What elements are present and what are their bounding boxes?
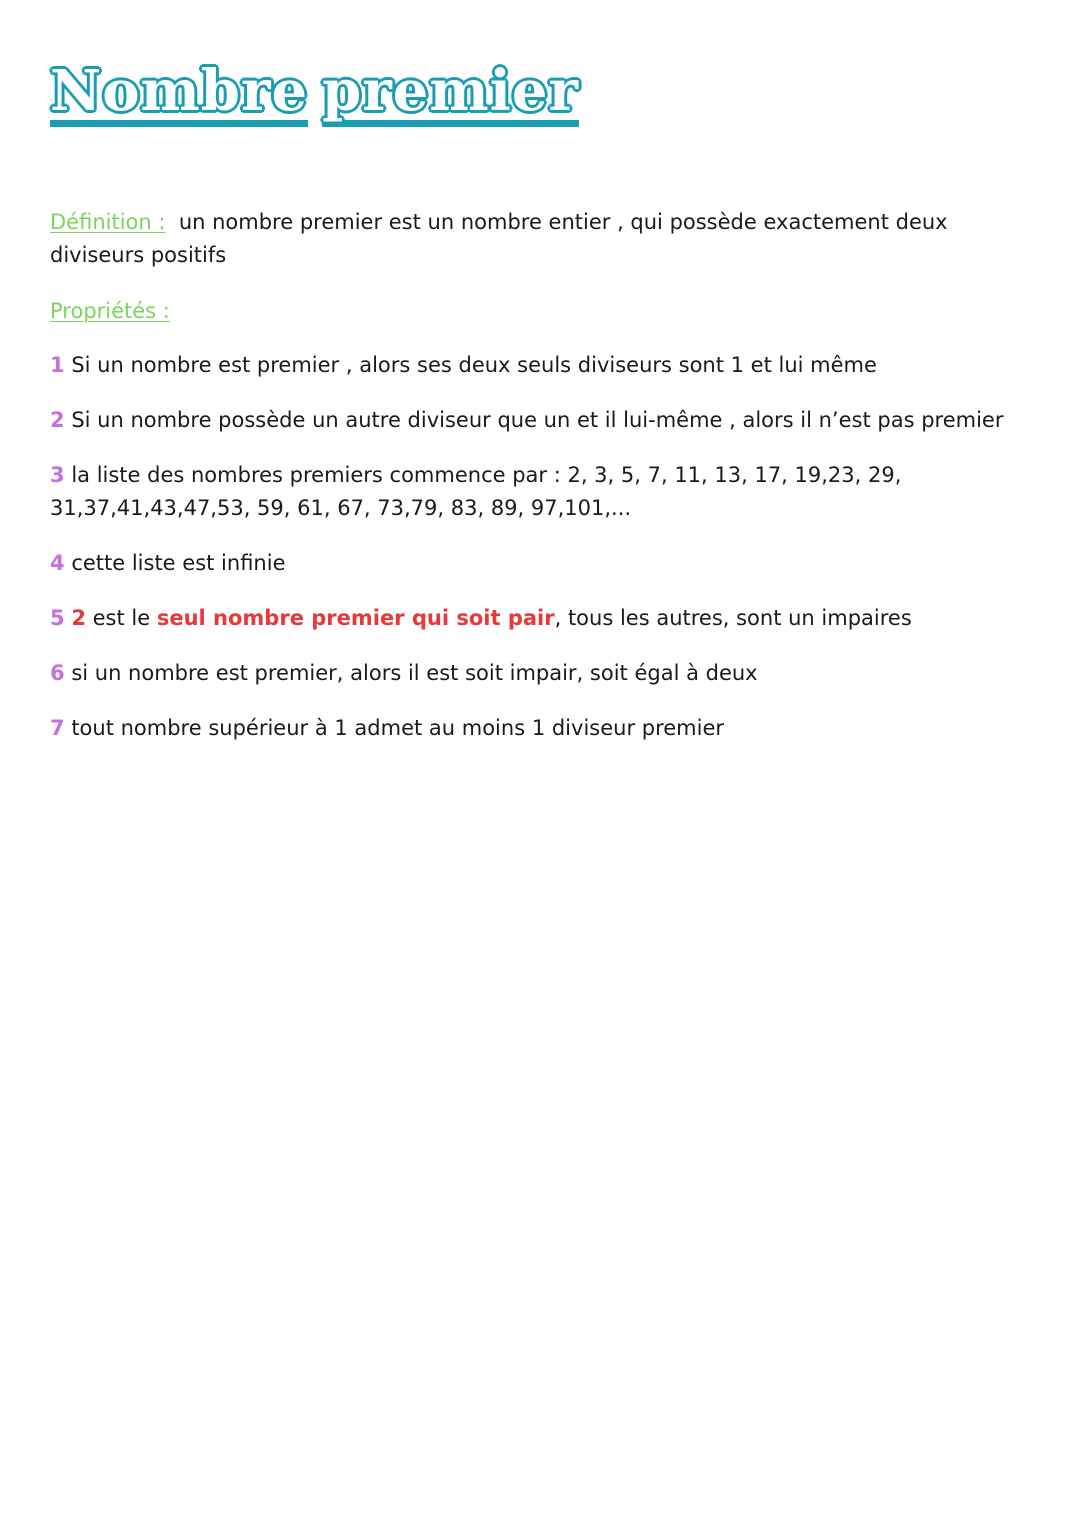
properties-heading bbox=[50, 295, 1040, 328]
property-number: 2 bbox=[50, 408, 65, 432]
property-text: Si un nombre est premier , alors ses deux seuls diviseurs sont 1 et lui même bbox=[71, 353, 877, 377]
property-item-6 bbox=[50, 657, 1040, 690]
title-word-2: premier bbox=[322, 62, 579, 127]
property-number: 7 bbox=[50, 716, 65, 740]
property-highlight: seul nombre premier qui soit pair bbox=[156, 606, 555, 630]
property-item-7 bbox=[50, 712, 1040, 745]
property-item-3 bbox=[50, 459, 1040, 525]
property-number: 1 bbox=[50, 353, 65, 377]
property-number: 3 bbox=[50, 463, 65, 487]
page-title bbox=[50, 56, 579, 127]
property-text-suffix: , tous les autres, sont un impaires bbox=[554, 606, 912, 630]
property-item-2 bbox=[50, 404, 1040, 437]
property-number: 4 bbox=[50, 551, 65, 575]
property-text: si un nombre est premier, alors il est soit impair, soit égal à deux bbox=[71, 661, 758, 685]
property-text: Si un nombre possède un autre diviseur que un et il lui-même , alors il n’est pas premier bbox=[71, 408, 1004, 432]
property-red-prefix: 2 bbox=[71, 606, 86, 630]
property-item-4 bbox=[50, 547, 1040, 580]
property-item-5 bbox=[50, 602, 1040, 635]
property-text: la liste des nombres premiers commence par : 2, 3, 5, 7, 11, 13, 17, 19,23, 29, 31,37,41,43,47,53, 59, 61, 67, 73,79, 83, 89, 97,101,... bbox=[50, 463, 902, 520]
definition-text: un nombre premier est un nombre entier , qui possède exactement deux diviseurs positifs bbox=[50, 210, 948, 267]
property-item-1 bbox=[50, 349, 1040, 382]
property-text: cette liste est infinie bbox=[71, 551, 286, 575]
property-text-mid: est le bbox=[92, 606, 151, 630]
definition-label: Définition : bbox=[50, 210, 166, 234]
definition-paragraph bbox=[50, 206, 1040, 272]
title-word-1: Nombre bbox=[50, 62, 308, 127]
property-number: 6 bbox=[50, 661, 65, 685]
property-text: tout nombre supérieur à 1 admet au moins 1 diviseur premier bbox=[71, 716, 725, 740]
properties-label: Propriétés : bbox=[50, 299, 170, 323]
property-number: 5 bbox=[50, 606, 65, 630]
